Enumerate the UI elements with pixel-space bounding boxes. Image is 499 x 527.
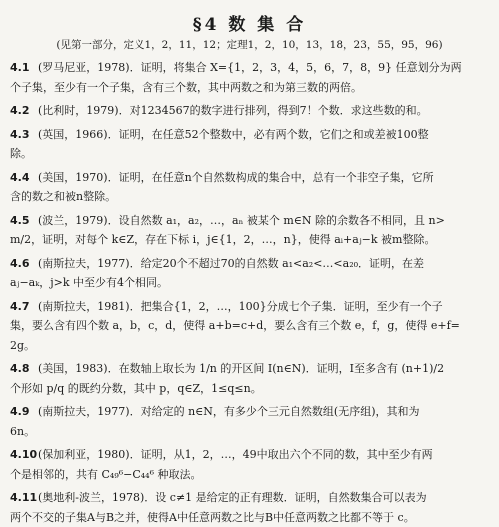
problem-line [10,422,489,442]
problem-text: (英国，1966)．证明，在任意52个整数中，必有两个数，它们之和或差被100整 [38,128,429,141]
problem-text: (南斯拉夫，1977)．给定20个不超过70的自然数 a₁<a₂<…<a₂₀．证明，在差 [38,257,424,270]
problem-4-7 [10,297,489,356]
problem-text: 集，要么含有四个数 a，b，c，d，使得 a+b=c+d，要么含有三个数 e，f，g，使得 e+f= [10,319,460,332]
problem-line [10,488,489,508]
problem-line [10,187,489,207]
problem-4-8 [10,359,489,398]
problem-4-6 [10,254,489,293]
problem-text: 2g。 [10,339,35,352]
problem-text: (保加利亚，1980)．证明，从1，2，…，49中取出六个不同的数，其中至少有两 [38,448,433,461]
problem-line [10,125,489,145]
problem-line [10,316,489,336]
problem-text: m/2，证明，对每个 k∈Z，存在下标 i，j∈{1，2，…，n}，使得 aᵢ+aⱼ−k 被m整除。 [10,233,436,246]
problem-4-10 [10,445,489,484]
problem-text: (比利时，1979)．对1234567的数字进行排列，得到7！个数．求这些数的和。 [38,104,428,117]
problem-line [10,168,489,188]
problem-line [10,273,489,293]
problem-text: 个形如 p/q 的既约分数，其中 p，q∈Z，1≤q≤n。 [10,382,262,395]
problem-text: 两个不交的子集A与B之并，使得A中任意两数之比与B中任意两数之比都不等于 c。 [10,511,415,524]
problem-text: (波兰，1979)．设自然数 a₁，a₂，…，aₙ 被某个 m∈N 除的余数各不相同，且 n> [38,214,445,227]
problem-4-11 [10,488,489,527]
problem-line [10,58,489,78]
problem-number: 4.9 [10,402,38,422]
problem-4-4 [10,168,489,207]
problem-text: 个是相邻的，共有 C₄₉⁶−C₄₄⁶ 种取法。 [10,468,202,481]
problem-number: 4.8 [10,359,38,379]
problem-4-9 [10,402,489,441]
problem-line [10,144,489,164]
problem-text: 除。 [10,147,32,160]
problem-4-2 [10,101,489,121]
problem-line [10,78,489,98]
problem-line [10,211,489,231]
problem-text: (南斯拉夫，1977)．对给定的 n∈N，有多少个三元自然数组(无序组)，其和为 [38,405,420,418]
problem-number: 4.6 [10,254,38,274]
problem-text: (罗马尼亚，1978)．证明，将集合 X={1，2，3，4，5，6，7，8，9} 任意划分为两 [38,61,462,74]
problem-text: (奥地利-波兰，1978)．设 c≠1 是给定的正有理数．证明，自然数集合可以表为 [38,491,427,504]
section-title: §4 数 集 合 [10,10,489,35]
problem-number: 4.4 [10,168,38,188]
problem-number: 4.1 [10,58,38,78]
problem-4-5 [10,211,489,250]
problem-line [10,297,489,317]
problem-line [10,101,489,121]
problem-number: 4.5 [10,211,38,231]
problem-line [10,508,489,527]
section-subtitle: (见第一部分，定义1，2，11，12；定理1，2，10，13，18，23，55，95，96) [10,37,489,52]
problem-line [10,254,489,274]
problem-line [10,359,489,379]
problem-text: (美国，1970)．证明，在任意n个自然数构成的集合中，总有一个非空子集，它所 [38,171,434,184]
problem-line [10,445,489,465]
problem-text: (美国，1983)．在数轴上取长为 1/n 的开区间 I(n∈N)．证明，I至多含有 (n+1)/2 [38,362,444,375]
problem-number: 4.11 [10,488,38,508]
problem-number: 4.7 [10,297,38,317]
problem-line [10,336,489,356]
problem-text: 6n。 [10,425,35,438]
problem-4-3 [10,125,489,164]
problem-text: 含的数之和被n整除。 [10,190,116,203]
problem-line [10,230,489,250]
problem-number: 4.2 [10,101,38,121]
problem-line [10,402,489,422]
problem-line [10,379,489,399]
problem-list [10,58,489,527]
problem-number: 4.3 [10,125,38,145]
problem-number: 4.10 [10,445,38,465]
problem-text: (南斯拉夫，1981)．把集合{1，2，…，100}分成七个子集．证明，至少有一个子 [38,300,443,313]
problem-4-1 [10,58,489,97]
problem-text: 个子集，至少有一个子集，含有三个数，其中两数之和为第三数的两倍。 [10,81,362,94]
problem-text: aⱼ−aₖ，j>k 中至少有4个相同。 [10,276,168,289]
problem-line [10,465,489,485]
